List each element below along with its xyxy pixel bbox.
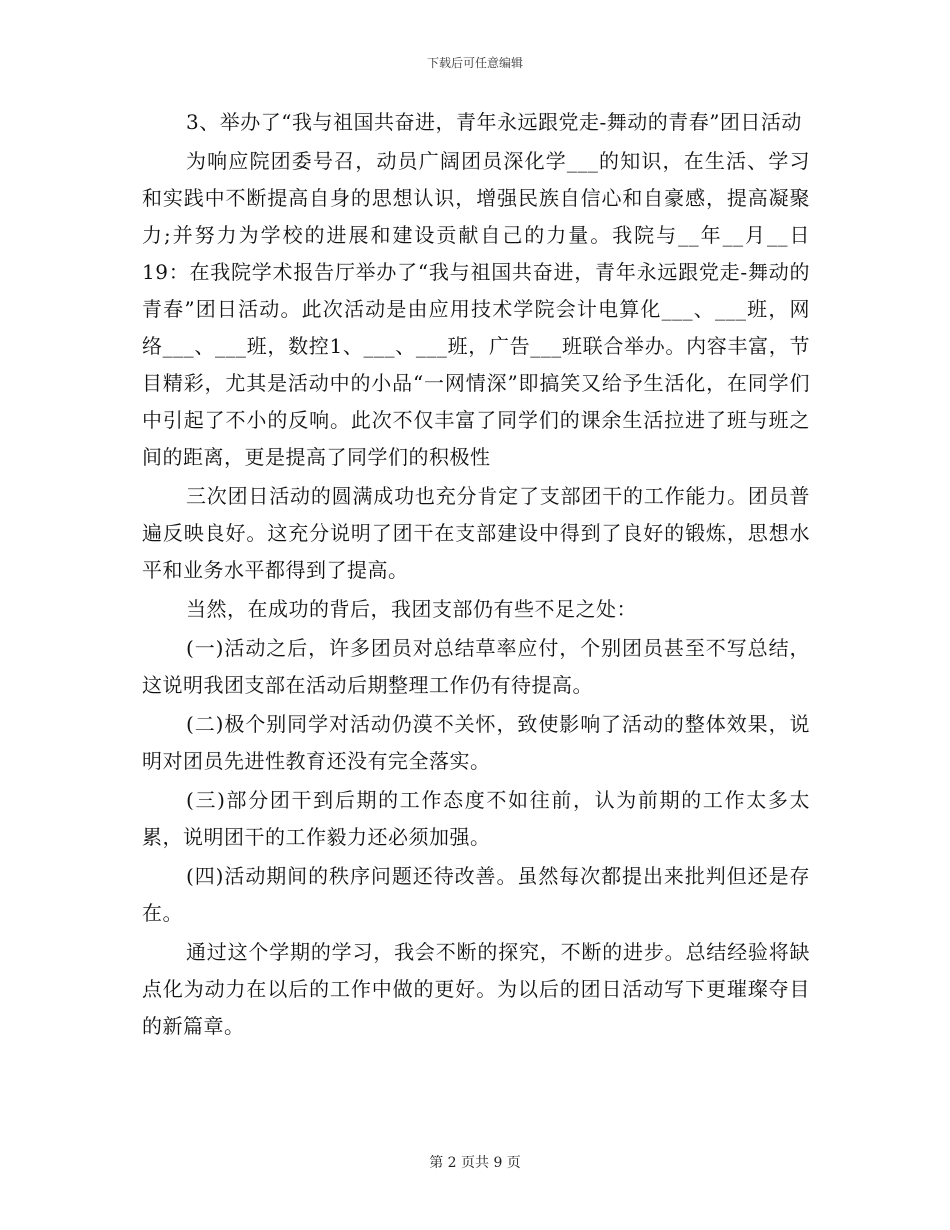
paragraph-3: 三次团日活动的圆满成功也充分肯定了支部团干的工作能力。团员普遍反映良好。这充分说明了团干在支部建设中得到了良好的锻炼，思想水平和业务水平都得到了提高。 <box>142 484 810 582</box>
paragraph-8: (四)活动期间的秩序问题还待改善。虽然每次都提出来批判但还是存在。 <box>142 864 810 925</box>
paragraph-6: (二)极个别同学对活动仍漠不关怀，致使影响了活动的整体效果，说明对团员先进性教育还没有完全落实。 <box>142 712 810 773</box>
paragraph-4: 当然，在成功的背后，我团支部仍有些不足之处： <box>186 597 637 621</box>
paragraph-1: 3、举办了“我与祖国共奋进，青年永远跟党走-舞动的青春”团日活动 <box>186 110 802 134</box>
paragraph-5: (一)活动之后，许多团员对总结草率应付，个别团员甚至不写总结，这说明我团支部在活动后期整理工作仍有待提高。 <box>142 636 810 697</box>
page-header: 下载后可任意编辑 <box>426 56 523 70</box>
paragraph-2: 为响应院团委号召，动员广阔团员深化学___的知识，在生活、学习和实践中不断提高自身的思想认识，增强民族自信心和自豪感，提高凝聚力;并努力为学校的进展和建设贡献自己的力量。我院与__年__月__日19：在我院学术报告厅举办了“我与祖国共奋进，青年永远跟党走-舞动的青春”团日活动。此次活动是由应用技术学院会计电算化___、___班，网络___、___班，数控1、___、___班，广告___班联合举办。内容丰富，节目精彩，尤其是活动中的小品“一网情深”即搞笑又给予生活化，在同学们中引起了不小的反响。此次不仅丰富了同学们的课余生活拉进了班与班之间的距离，更是提高了同学们的积极性 <box>142 149 810 469</box>
paragraph-7: (三)部分团干到后期的工作态度不如往前，认为前期的工作太多太累，说明团干的工作毅力还必须加强。 <box>142 788 810 849</box>
document-body <box>142 104 810 1047</box>
page-footer: 第 2 页共 9 页 <box>429 1155 521 1171</box>
paragraph-9: 通过这个学期的学习，我会不断的探究，不断的进步。总结经验将缺点化为动力在以后的工作中做的更好。为以后的团日活动写下更璀璨夺目的新篇章。 <box>142 940 810 1038</box>
